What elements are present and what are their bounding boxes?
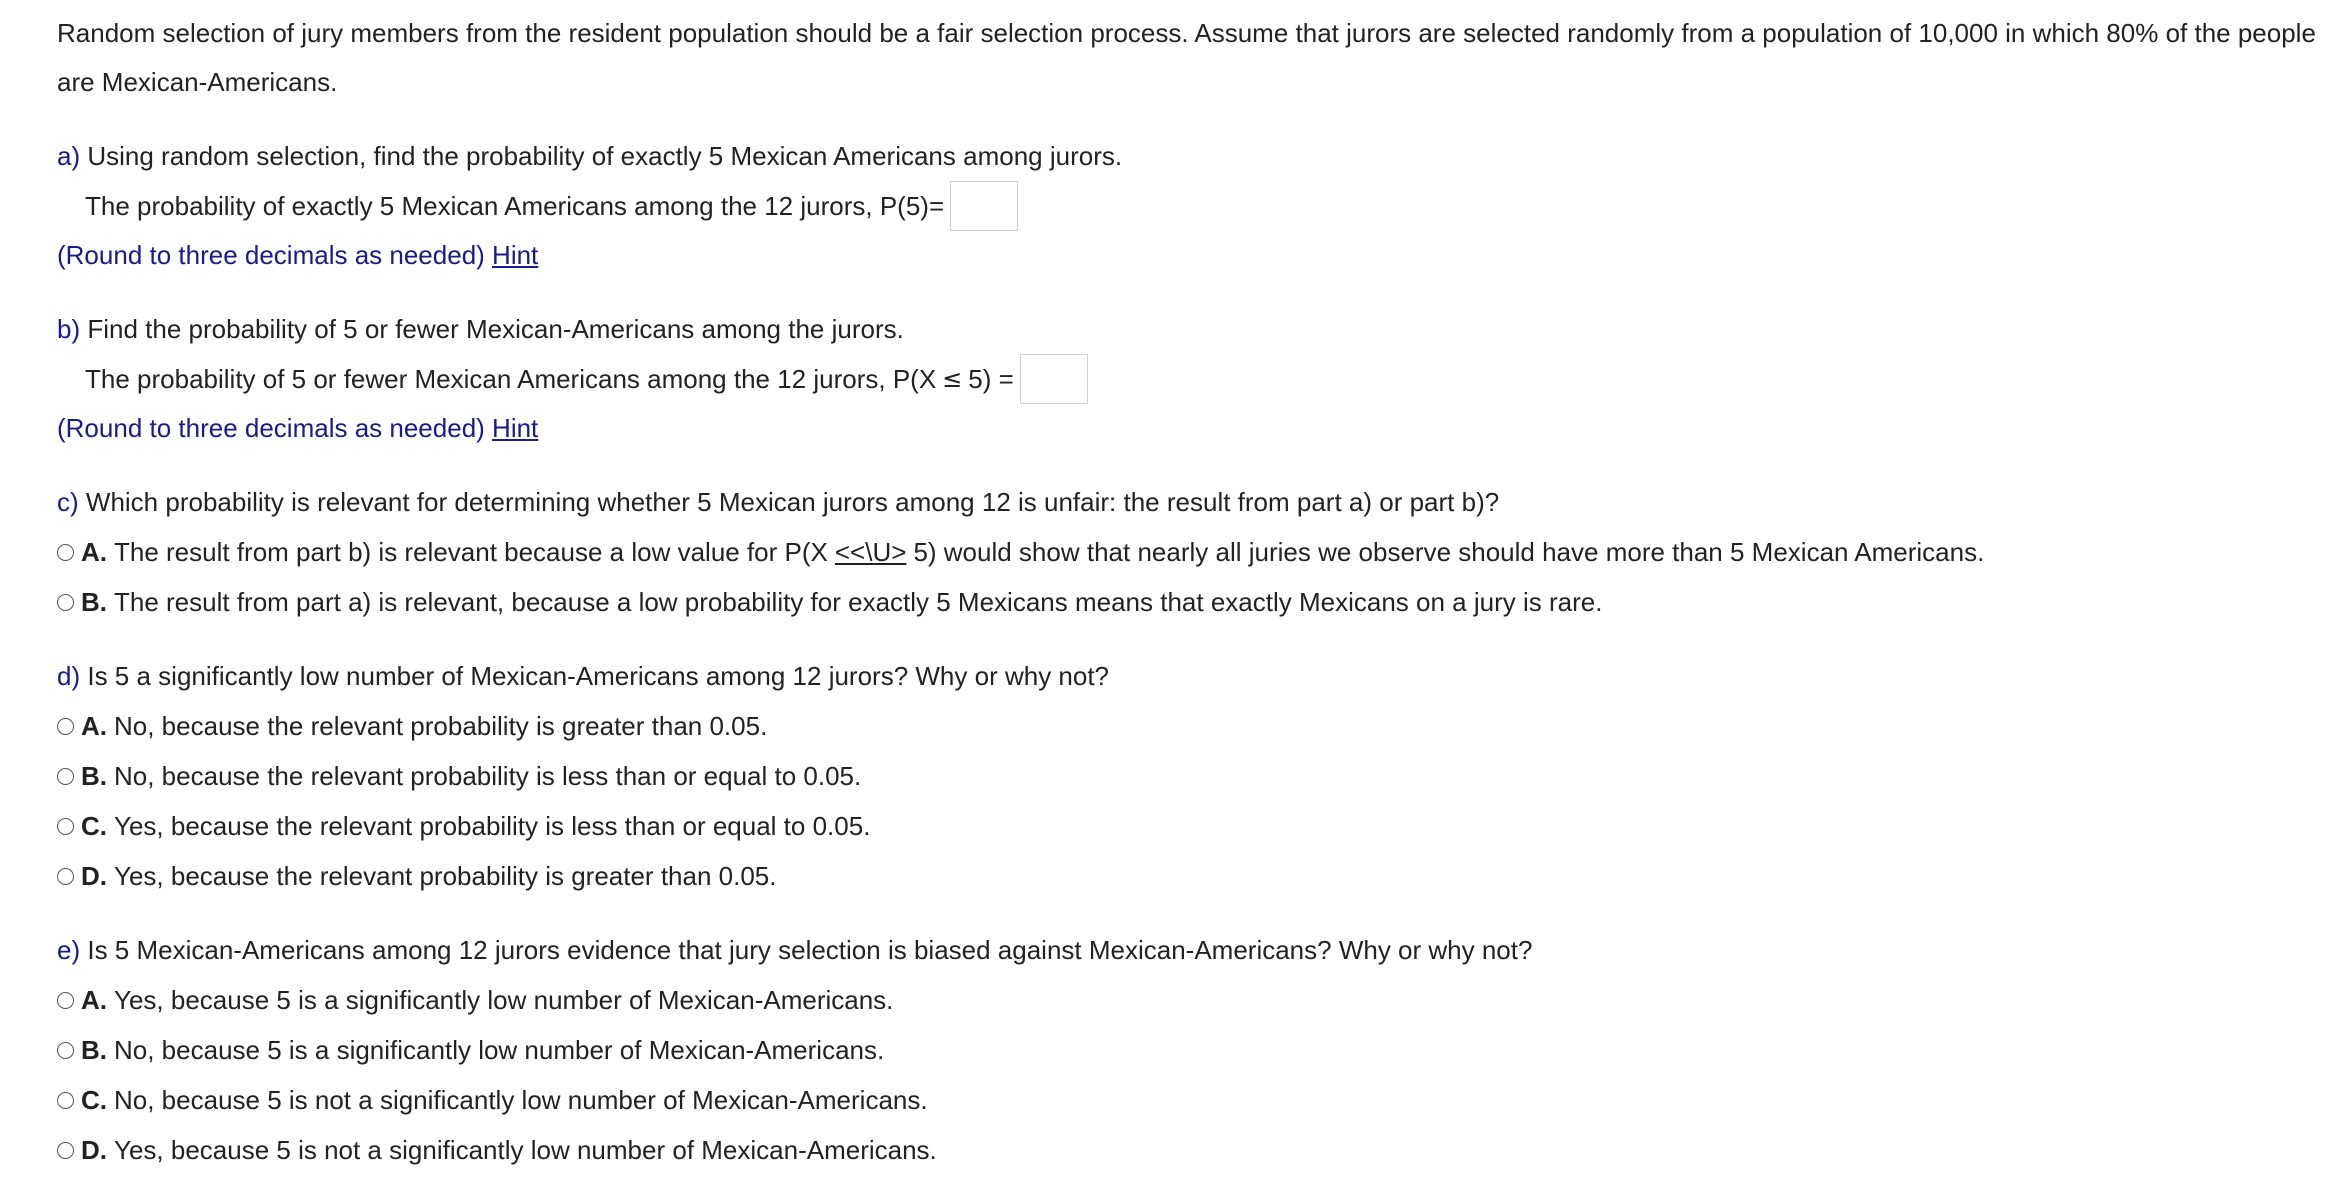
part-c-question xyxy=(57,478,2351,527)
part-e-option-c[interactable] xyxy=(57,1075,2351,1125)
part-d-option-a[interactable] xyxy=(57,701,2351,751)
part-b-question-text: Find the probability of 5 or fewer Mexican-Americans among the jurors. xyxy=(87,314,904,344)
part-a-question xyxy=(57,132,2351,181)
part-d-option-d[interactable] xyxy=(57,851,2351,901)
part-d-question xyxy=(57,652,2351,701)
part-b-label: b) xyxy=(57,314,81,344)
option-text: Yes, because 5 is a significantly low number of Mexican-Americans. xyxy=(114,985,894,1015)
part-e-option-b[interactable] xyxy=(57,1025,2351,1075)
option-text: No, because 5 is not a significantly low number of Mexican-Americans. xyxy=(114,1085,928,1115)
option-text: No, because the relevant probability is less than or equal to 0.05. xyxy=(114,761,862,791)
option-letter: B. xyxy=(81,1035,107,1065)
option-letter: B. xyxy=(81,761,107,791)
option-letter: C. xyxy=(81,1085,107,1115)
option-letter: A. xyxy=(81,711,107,741)
part-e-label: e) xyxy=(57,935,81,965)
question-container xyxy=(57,0,2351,1175)
part-a-answer-input[interactable] xyxy=(950,181,1018,231)
radio-button[interactable] xyxy=(57,718,74,735)
part-d-label: d) xyxy=(57,661,81,691)
option-letter: C. xyxy=(81,811,107,841)
part-b xyxy=(57,305,2351,453)
part-b-answer-input[interactable] xyxy=(1020,354,1088,404)
option-text-after: 5) would show that nearly all juries we observe should have more than 5 Mexican Americans. xyxy=(913,537,1985,567)
option-letter: D. xyxy=(81,1135,107,1165)
radio-button[interactable] xyxy=(57,868,74,885)
option-letter: B. xyxy=(81,587,107,617)
radio-button[interactable] xyxy=(57,1092,74,1109)
part-a-round-note: (Round to three decimals as needed) xyxy=(57,240,485,270)
option-underlined-text: <<\U> xyxy=(834,537,907,567)
part-e xyxy=(57,926,2351,1175)
option-text: Yes, because 5 is not a significantly low number of Mexican-Americans. xyxy=(114,1135,937,1165)
part-b-answer-prompt-after: 5) = xyxy=(968,363,1014,394)
part-b-answer-prompt-before: The probability of 5 or fewer Mexican Americans among the 12 jurors, P(X xyxy=(85,363,937,394)
part-c-option-a[interactable] xyxy=(57,527,2351,577)
part-b-hint-link[interactable]: Hint xyxy=(492,413,539,443)
part-e-option-d[interactable] xyxy=(57,1125,2351,1175)
part-c-label: c) xyxy=(57,487,79,517)
part-a xyxy=(57,132,2351,280)
option-text: The result from part a) is relevant, because a low probability for exactly 5 Mexicans means that exactly Mexicans on a jury is rare. xyxy=(114,587,1603,617)
radio-button[interactable] xyxy=(57,594,74,611)
intro-text: Random selection of jury members from the resident population should be a fair selection process. Assume that jurors are selected randomly from a population of 10,000 in which 80% of the people are Mexican-Americans. xyxy=(57,18,2316,97)
option-text: No, because 5 is a significantly low number of Mexican-Americans. xyxy=(114,1035,885,1065)
part-a-round-row xyxy=(57,231,2351,280)
part-a-answer-row xyxy=(57,181,2351,231)
part-b-answer-row xyxy=(57,354,2351,404)
part-d-option-b[interactable] xyxy=(57,751,2351,801)
option-letter: D. xyxy=(81,861,107,891)
part-b-question xyxy=(57,305,2351,354)
radio-button[interactable] xyxy=(57,818,74,835)
part-d-option-c[interactable] xyxy=(57,801,2351,851)
radio-button[interactable] xyxy=(57,768,74,785)
part-e-option-a[interactable] xyxy=(57,975,2351,1025)
part-a-question-text: Using random selection, find the probability of exactly 5 Mexican Americans among jurors. xyxy=(87,141,1123,171)
radio-button[interactable] xyxy=(57,1042,74,1059)
radio-button[interactable] xyxy=(57,992,74,1009)
part-d xyxy=(57,652,2351,901)
part-b-round-row xyxy=(57,404,2351,453)
leq-symbol: ≤ xyxy=(942,364,963,393)
option-text: No, because the relevant probability is greater than 0.05. xyxy=(114,711,768,741)
part-a-answer-prompt: The probability of exactly 5 Mexican Americans among the 12 jurors, P(5)= xyxy=(85,190,945,221)
option-text: Yes, because the relevant probability is less than or equal to 0.05. xyxy=(114,811,871,841)
part-c-question-text: Which probability is relevant for determining whether 5 Mexican jurors among 12 is unfair: the result from part a) or part b)? xyxy=(85,487,1500,517)
part-e-question-text: Is 5 Mexican-Americans among 12 jurors evidence that jury selection is biased against Mexican-Americans? Why or why not? xyxy=(87,935,1533,965)
part-d-question-text: Is 5 a significantly low number of Mexican-Americans among 12 jurors? Why or why not? xyxy=(87,661,1110,691)
part-a-label: a) xyxy=(57,141,81,171)
part-e-question xyxy=(57,926,2351,975)
part-c-option-b[interactable] xyxy=(57,577,2351,627)
radio-button[interactable] xyxy=(57,544,74,561)
part-a-hint-link[interactable]: Hint xyxy=(492,240,539,270)
option-text-before: The result from part b) is relevant because a low value for P(X xyxy=(114,537,828,567)
radio-button[interactable] xyxy=(57,1142,74,1159)
option-letter: A. xyxy=(81,985,107,1015)
option-text: Yes, because the relevant probability is greater than 0.05. xyxy=(114,861,777,891)
part-c xyxy=(57,478,2351,627)
part-b-round-note: (Round to three decimals as needed) xyxy=(57,413,485,443)
option-letter: A. xyxy=(81,537,107,567)
